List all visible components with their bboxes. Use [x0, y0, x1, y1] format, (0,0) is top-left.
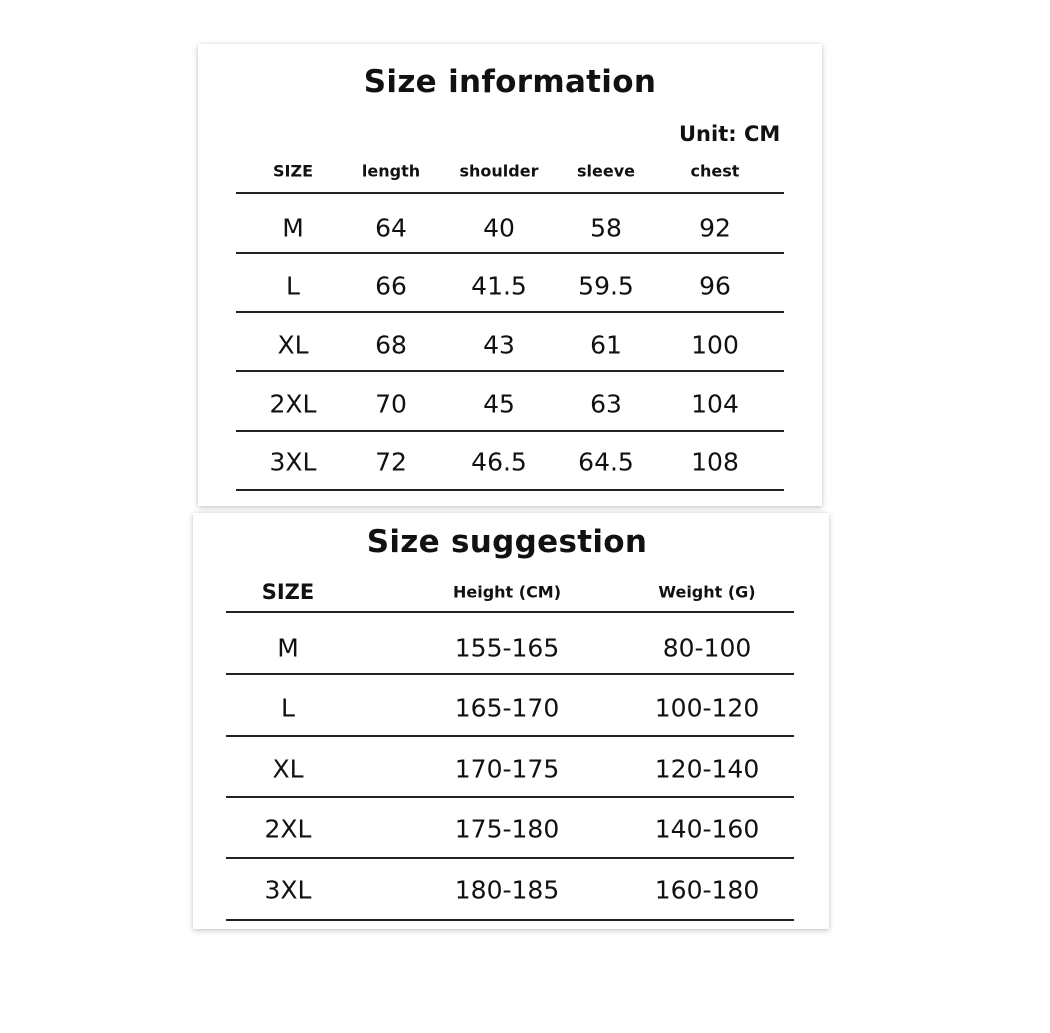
value-cell: 58 — [590, 213, 622, 243]
value-cell: 63 — [590, 389, 622, 419]
value-cell: 104 — [691, 389, 739, 419]
size-information-card — [198, 44, 822, 506]
value-cell: 175-180 — [454, 814, 560, 844]
size-cell: XL — [272, 754, 304, 784]
value-cell: 45 — [483, 389, 515, 419]
size-cell: XL — [277, 330, 309, 360]
column-header-shoulder: shoulder — [459, 161, 539, 181]
row-divider — [236, 252, 784, 254]
value-cell: 46.5 — [471, 447, 527, 477]
value-cell: 66 — [375, 271, 407, 301]
value-cell: 100 — [691, 330, 739, 360]
value-cell: 140-160 — [654, 814, 760, 844]
row-divider — [226, 673, 794, 675]
header-divider — [226, 611, 794, 613]
value-cell: 155-165 — [454, 633, 560, 663]
value-cell: 108 — [691, 447, 739, 477]
value-cell: 180-185 — [454, 875, 560, 905]
value-cell: 59.5 — [578, 271, 634, 301]
value-cell: 96 — [699, 271, 731, 301]
column-header-weight-g: Weight (G) — [658, 582, 756, 602]
column-header-sleeve: sleeve — [577, 161, 635, 181]
size-suggestion-card — [193, 513, 829, 929]
column-header-height-cm: Height (CM) — [452, 582, 562, 602]
value-cell: 68 — [375, 330, 407, 360]
value-cell: 170-175 — [454, 754, 560, 784]
value-cell: 72 — [375, 447, 407, 477]
size-cell: L — [281, 693, 295, 723]
row-divider — [236, 311, 784, 313]
row-divider — [226, 857, 794, 859]
column-header-size: SIZE — [261, 580, 315, 604]
value-cell: 43 — [483, 330, 515, 360]
value-cell: 41.5 — [471, 271, 527, 301]
value-cell: 160-180 — [654, 875, 760, 905]
column-header-size: SIZE — [272, 161, 314, 181]
size-information-title: Size information — [363, 64, 657, 100]
row-divider — [226, 796, 794, 798]
size-cell: 3XL — [264, 875, 312, 905]
value-cell: 40 — [483, 213, 515, 243]
header-divider — [236, 192, 784, 194]
row-divider — [236, 430, 784, 432]
size-cell: 2XL — [264, 814, 312, 844]
row-divider — [226, 919, 794, 921]
value-cell: 61 — [590, 330, 622, 360]
size-cell: 3XL — [269, 447, 317, 477]
column-header-chest: chest — [690, 161, 740, 181]
size-suggestion-title: Size suggestion — [366, 524, 648, 560]
size-cell: M — [277, 633, 299, 663]
unit-label: Unit: CM — [679, 122, 781, 146]
size-cell: 2XL — [269, 389, 317, 419]
row-divider — [236, 489, 784, 491]
size-cell: L — [286, 271, 300, 301]
value-cell: 100-120 — [654, 693, 760, 723]
row-divider — [236, 370, 784, 372]
column-header-length: length — [361, 161, 421, 181]
value-cell: 120-140 — [654, 754, 760, 784]
value-cell: 80-100 — [662, 633, 752, 663]
size-cell: M — [282, 213, 304, 243]
value-cell: 165-170 — [454, 693, 560, 723]
value-cell: 70 — [375, 389, 407, 419]
value-cell: 64 — [375, 213, 407, 243]
row-divider — [226, 735, 794, 737]
value-cell: 64.5 — [578, 447, 634, 477]
value-cell: 92 — [699, 213, 731, 243]
